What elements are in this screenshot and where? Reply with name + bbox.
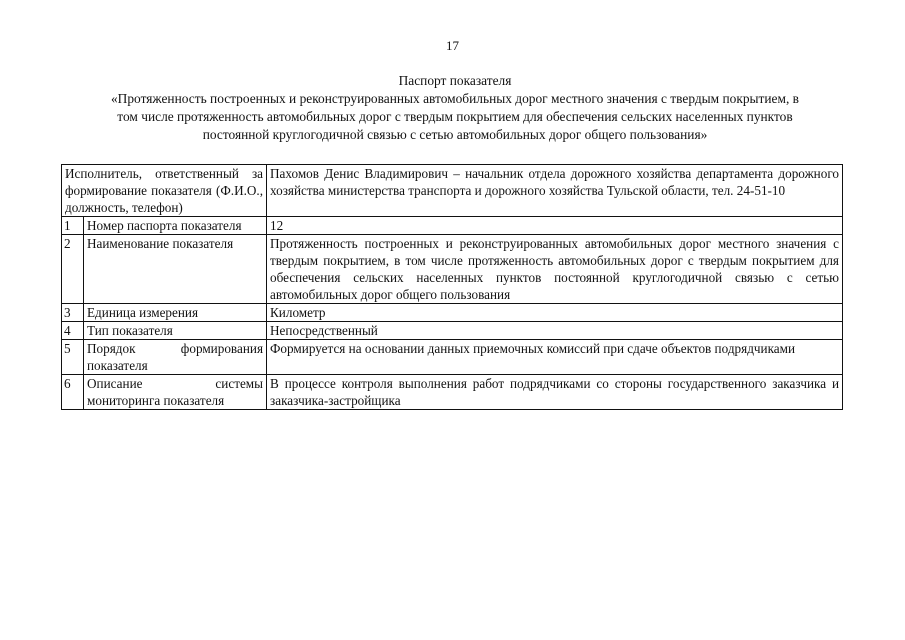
page-number: 17 <box>446 38 459 53</box>
passport-table <box>61 164 843 410</box>
row-value: Протяженность построенных и реконструированных автомобильных дорог местного значения с твердым покрытием, в том числе протяженность автомобильных дорог с твердым покрытием для обеспечения сельских населенных пунктов постоянной круглогодичной связью с сетью автомобильных дорог общего пользования <box>267 235 843 304</box>
row-number: 1 <box>62 217 84 235</box>
row-label: Тип показателя <box>84 322 267 340</box>
table-row <box>62 340 843 375</box>
passport-heading <box>55 72 855 144</box>
row-value: В процессе контроля выполнения работ подрядчиками со стороны государственного заказчика и заказчика-застройщика <box>267 375 843 410</box>
row-value: Непосредственный <box>267 322 843 340</box>
row-label: Единица измерения <box>84 304 267 322</box>
table-row <box>62 235 843 304</box>
row-number: 5 <box>62 340 84 375</box>
row-value: Километр <box>267 304 843 322</box>
row-value: Формируется на основании данных приемочных комиссий при сдаче объектов подрядчиками <box>267 340 843 375</box>
heading-line-2: том числе протяженность автомобильных дорог с твердым покрытием для обеспечения сельских населенных пунктов <box>117 109 793 124</box>
executor-value: Пахомов Денис Владимирович – начальник отдела дорожного хозяйства департамента дорожного хозяйства министерства транспорта и дорожного хозяйства Тульской области, тел. 24-51-10 <box>267 165 843 217</box>
row-number: 4 <box>62 322 84 340</box>
row-value: 12 <box>267 217 843 235</box>
heading-title: Паспорт показателя <box>398 73 512 88</box>
table-header-row <box>62 165 843 217</box>
row-label: Номер паспорта показателя <box>84 217 267 235</box>
row-label: Порядок формирования показателя <box>84 340 267 375</box>
table-row <box>62 304 843 322</box>
row-number: 2 <box>62 235 84 304</box>
table-row <box>62 217 843 235</box>
row-label: Наименование показателя <box>84 235 267 304</box>
heading-line-1: «Протяженность построенных и реконструированных автомобильных дорог местного значения с твердым покрытием, в <box>110 91 799 106</box>
table-row <box>62 322 843 340</box>
row-number: 6 <box>62 375 84 410</box>
executor-label: Исполнитель, ответственный за формирование показателя (Ф.И.О., должность, телефон) <box>62 165 267 217</box>
heading-line-3: постоянной круглогодичной связью с сетью автомобильных дорог общего пользования» <box>202 127 708 142</box>
table-row <box>62 375 843 410</box>
row-label: Описание системы мониторинга показателя <box>84 375 267 410</box>
row-number: 3 <box>62 304 84 322</box>
